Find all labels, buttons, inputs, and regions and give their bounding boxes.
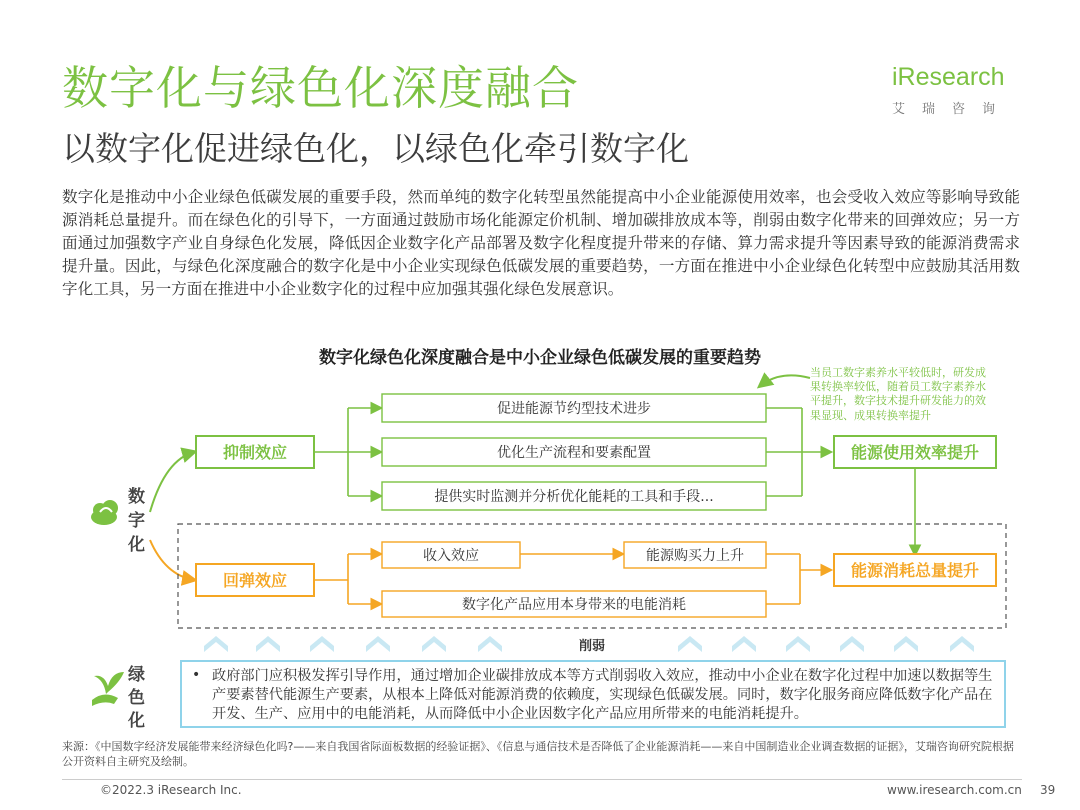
intro-paragraph: 数字化是推动中小企业绿色低碳发展的重要手段，然而单纯的数字化转型虽然能提高中小企业能源使用效率，也会受收入效应等影响导致能源消耗总量提升。而在绿色化的引导下，一方面通过鼓励市场化能源定价机制、增加碳排放成本等，削弱由数字化带来的回弹效应；另一方面通过加强数字产业自身绿色化发展，降低因企业数字化产品部署及数字化程度提升带来的存储、算力需求提升等因素导致的能源消费需求提升量。因此，与绿色化深度融合的数字化是中小企业实现绿色低碳发展的重要趋势，一方面在推进中小企业绿色化转型中应鼓励其活用数字化工具，另一方面在推进中小企业数字化的过程中应加强其强化绿色发展意识。 <box>62 188 1020 298</box>
chevron-up-icon <box>840 636 864 652</box>
chevron-up-icon <box>732 636 756 652</box>
weaken-label: 削弱 <box>578 639 606 654</box>
bullet: • <box>192 667 201 683</box>
digital-label-3: 化 <box>128 535 145 555</box>
plant-hand-icon <box>92 672 124 706</box>
green-policy-text: 政府部门应积极发挥引导作用，通过增加企业碳排放成本等方式削弱收入效应，推动中小企业在数字化过程中加速以数据等生产要素替代能源生产要素，从根本上降低对能源消费的依赖度，实现绿色低碳发展。同时，数字化服务商应降低数字化产品在开发、生产、应用中的电能消耗，从而降低中小企业因数字化产品应用所带来的电能消耗提升。 <box>212 668 993 722</box>
suppress-item-2-text: 优化生产流程和要素配置 <box>497 445 651 461</box>
chevron-up-icon <box>422 636 446 652</box>
chevron-up-icon <box>256 636 280 652</box>
branch-arrow-rebound <box>150 540 194 580</box>
suppress-item-3-text: 提供实时监测并分析优化能耗的工具和手段... <box>434 489 714 505</box>
digital-label-1: 数 <box>128 487 145 507</box>
suppress-item-1-text: 促进能源节约型技术进步 <box>497 401 651 417</box>
rebound-label: 回弹效应 <box>222 571 288 590</box>
green-policy-box <box>180 660 1006 728</box>
chevron-up-icon <box>678 636 702 652</box>
note-arrow <box>760 375 810 386</box>
efficiency-label: 能源使用效率提升 <box>850 443 980 462</box>
chevron-up-icon <box>478 636 502 652</box>
cloud-icon <box>91 500 118 525</box>
footer-divider <box>62 779 1022 780</box>
chevron-up-icon <box>894 636 918 652</box>
green-label-2: 色 <box>128 688 145 708</box>
product-consumption-text: 数字化产品应用本身带来的电能消耗 <box>462 597 686 613</box>
chevron-up-icon <box>310 636 334 652</box>
green-label-1: 绿 <box>128 665 145 685</box>
footer-url: www.iresearch.com.cn <box>887 783 1022 797</box>
page-title: 数字化与绿色化深度融合 <box>62 61 579 115</box>
total-consumption-label: 能源消耗总量提升 <box>850 561 980 580</box>
digital-label-2: 字 <box>128 511 145 531</box>
logo-sub: 艾瑞咨询 <box>892 102 1013 117</box>
income-effect-text: 收入效应 <box>423 548 479 564</box>
diagram-title: 数字化绿色化深度融合是中小企业绿色低碳发展的重要趋势 <box>319 348 761 368</box>
logo-word: iResearch <box>892 63 1005 91</box>
chevron-up-icon <box>204 636 228 652</box>
footer-copyright: ©2022.3 iResearch Inc. <box>100 783 242 797</box>
note-text: 当员工数字素养水平较低时，研发成果转换率较低，随着员工数字素养水平提升，数字技术提升研发能力的效果显现、成果转换率提升 <box>810 366 986 422</box>
chevron-up-icon <box>786 636 810 652</box>
source-note: 来源：《中国数字经济发展能带来经济绿色化吗?——来自我国省际面板数据的经验证据》、《信息与通信技术是否降低了企业能源消耗——来自中国制造业企业调查数据的证据》，艾瑞咨询研究院根据公开资料自主研究及绘制。 <box>62 740 1014 768</box>
purchase-text: 能源购买力上升 <box>646 548 744 564</box>
suppress-label: 抑制效应 <box>222 443 288 462</box>
chevron-up-icon <box>366 636 390 652</box>
branch-arrow-suppress <box>150 452 194 512</box>
green-label-3: 化 <box>128 711 145 731</box>
chevron-up-icon <box>950 636 974 652</box>
page-number: 39 <box>1040 783 1056 797</box>
page-subtitle: 以数字化促进绿色化，以绿色化牵引数字化 <box>62 129 689 168</box>
